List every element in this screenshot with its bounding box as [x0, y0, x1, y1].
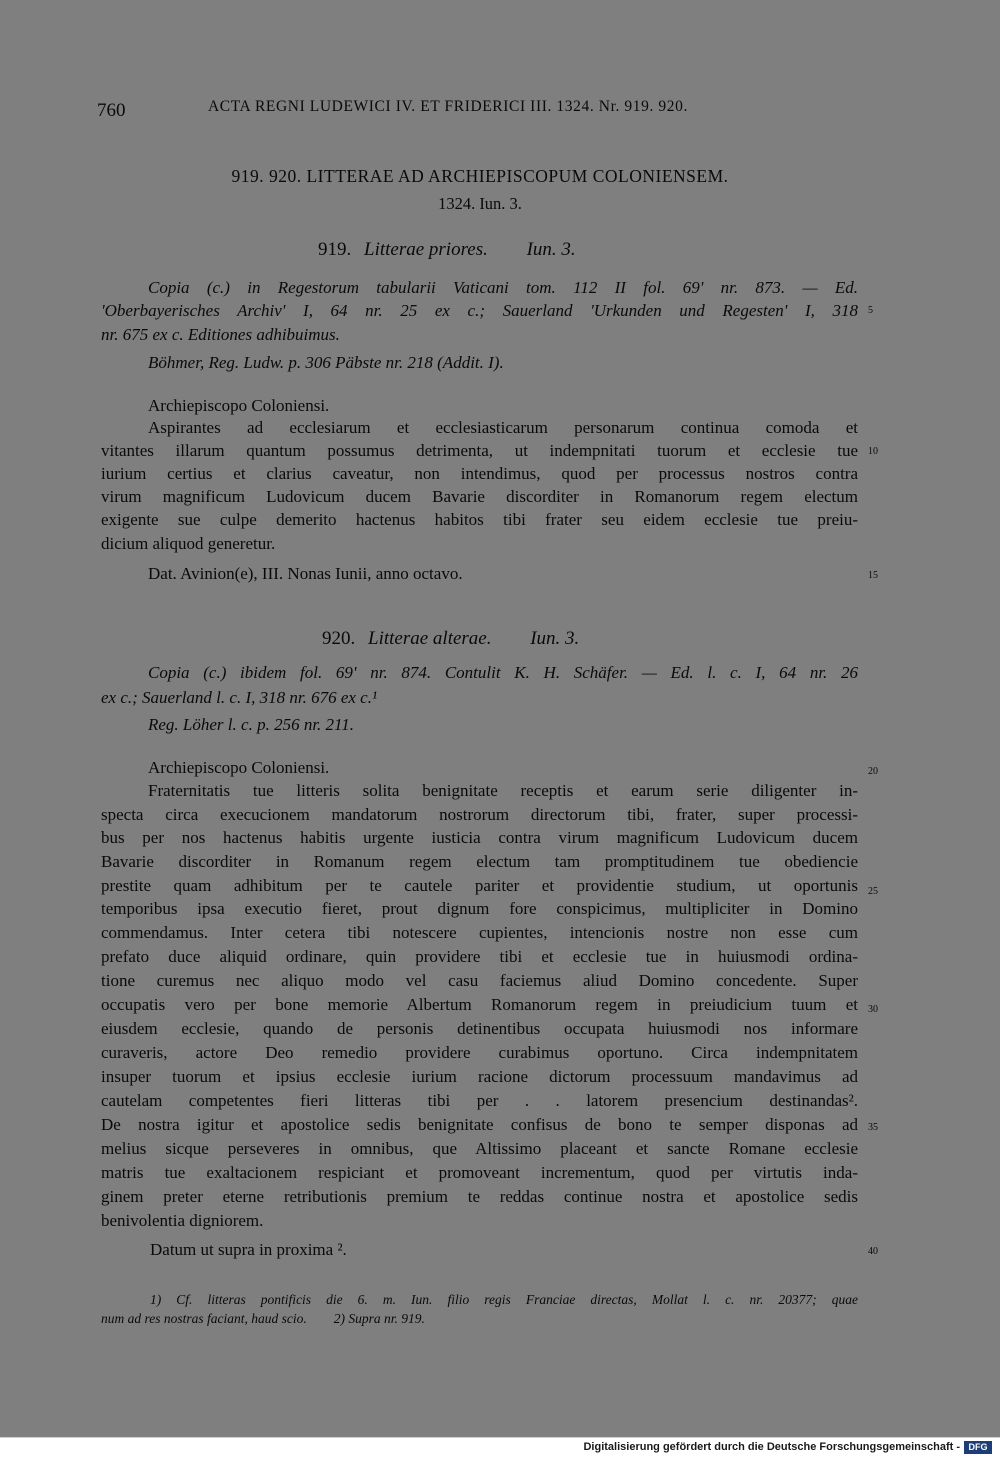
- doc919-date: Iun. 3.: [526, 239, 576, 260]
- doc920-date: Iun. 3.: [530, 628, 580, 649]
- margin-line-number: 35: [868, 1122, 878, 1133]
- doc920-body-line: melius sicque perseveres in omnibus, que Altissimo placeant et sancte Romane ecclesie: [101, 1139, 858, 1158]
- doc919-address: Archiepiscopo Coloniensi.: [148, 396, 330, 415]
- doc920-body-line: commendamus. Inter cetera tibi notescere cupientes, intencionis nostre non esse cum: [101, 923, 858, 942]
- doc920-body-line: matris tue exaltacionem respiciant et promoveant incrementum, quod per virtutis inda-: [101, 1163, 858, 1182]
- footnote-line: 1) Cf. litteras pontificis die 6. m. Iun. filio regis Franciae directas, Mollat l. c. nr. 20377; quae: [150, 1292, 858, 1307]
- doc920-body-line: benivolentia digniorem.: [101, 1211, 264, 1230]
- doc919-heading: [318, 239, 576, 261]
- doc920-address: Archiepiscopo Coloniensi.: [148, 758, 330, 777]
- running-title: ACTA REGNI LUDEWICI IV. ET FRIDERICI III. 1324. Nr. 919. 920.: [208, 98, 688, 115]
- doc919-dating: Dat. Avinion(e), III. Nonas Iunii, anno octavo.: [148, 564, 463, 583]
- doc920-body-line: temporibus ipsa executio fieret, prout dignum fore conspicimus, multipliciter in Domino: [101, 899, 858, 918]
- doc920-title: Litterae alterae.: [368, 628, 492, 649]
- footer-credit: Digitalisierung gefördert durch die Deutsche Forschungsgemeinschaft -: [583, 1441, 960, 1453]
- doc920-body-line: bus per nos hactenus habitis urgente iusticia contra virum magnificum Ludovicum ducem: [101, 828, 858, 847]
- doc920-body-line: prefato duce aliquid ordinare, quin providere tibi et ecclesie tue in huiusmodi ordina-: [101, 947, 858, 966]
- doc920-body-line: eiusdem ecclesie, quando de personis detinentibus occupata huiusmodi nos informare: [101, 1019, 858, 1038]
- doc919-number: 919.: [318, 239, 352, 260]
- doc920-apparatus-line: Copia (c.) ibidem fol. 69' nr. 874. Contulit K. H. Schäfer. — Ed. l. c. I, 64 nr. 26: [148, 663, 858, 682]
- doc920-body-line: prestite quam adhibitum per te cautele pariter et providentie studium, ut oportunis: [101, 876, 858, 895]
- doc920-body-line: cautelam competentes fieri litteras tibi per . . latorem presencium destinandas².: [101, 1091, 858, 1110]
- section-date: 1324. Iun. 3.: [438, 194, 522, 213]
- doc920-apparatus-line: ex c.; Sauerland l. c. I, 318 nr. 676 ex c.¹: [101, 688, 378, 707]
- doc919-apparatus-line: 'Oberbayerisches Archiv' I, 64 nr. 25 ex c.; Sauerland 'Urkunden und Regesten' I, 318: [101, 301, 858, 320]
- doc920-body-line: Fraternitatis tue litteris solita benignitate receptis et earum serie diligenter in-: [148, 781, 858, 800]
- footer-bar: [0, 1437, 1000, 1458]
- doc919-body-line: vitantes illarum quantum possumus detrimenta, ut indempnitati tuorum et ecclesie tue: [101, 441, 858, 460]
- doc919-regest: Böhmer, Reg. Ludw. p. 306 Päbste nr. 218 (Addit. I).: [148, 353, 504, 372]
- doc919-body-line: dicium aliquod generetur.: [101, 534, 276, 553]
- doc920-body-line: curaveris, actore Deo remedio providere curabimus oportuno. Circa indempnitatem: [101, 1043, 858, 1062]
- doc920-body-line: ginem preter eterne retributionis premium te reddas continue nostra et apostolice sedis: [101, 1187, 858, 1206]
- doc920-body-line: tione curemus nec aliquo modo vel casu faciemus aliud Domino concedente. Super: [101, 971, 858, 990]
- doc920-dating: Datum ut supra in proxima ².: [150, 1240, 347, 1259]
- doc919-apparatus-line: nr. 675 ex c. Editiones adhibuimus.: [101, 325, 340, 344]
- doc919-body-line: exigente sue culpe demerito hactenus habitos tibi frater seu eidem ecclesie tue preiu-: [101, 510, 858, 529]
- doc919-apparatus-line: Copia (c.) in Regestorum tabularii Vaticani tom. 112 II fol. 69' nr. 873. — Ed.: [148, 278, 858, 297]
- footnote-line: num ad res nostras faciant, haud scio. 2) Supra nr. 919.: [101, 1311, 425, 1326]
- margin-line-number: 25: [868, 886, 878, 897]
- margin-line-number: 5: [868, 305, 873, 316]
- doc919-body-line: virum magnificum Ludovicum ducem Bavarie discorditer in Romanorum regem electum: [101, 487, 858, 506]
- margin-line-number: 15: [868, 570, 878, 581]
- doc920-body-line: specta circa execucionem mandatorum nostrorum directorum tibi, frater, super processi-: [101, 805, 858, 824]
- doc919-body-line: iurium certius et clarius caveatur, non intendimus, quod per processus nostros contra: [101, 464, 858, 483]
- margin-line-number: 30: [868, 1004, 878, 1015]
- page-number: 760: [97, 100, 126, 121]
- doc920-body-line: De nostra igitur et apostolice sedis benignitate confisus de bono te semper disponas ad: [101, 1115, 858, 1134]
- section-title: 919. 920. LITTERAE AD ARCHIEPISCOPUM COLONIENSEM.: [231, 166, 729, 186]
- doc919-title: Litterae priores.: [364, 239, 488, 260]
- doc920-body-line: insuper tuorum et ipsius ecclesie iurium racione dictorum processuum mandavimus ad: [101, 1067, 858, 1086]
- doc920-number: 920.: [322, 628, 356, 649]
- dfg-logo: DFG: [964, 1441, 992, 1454]
- doc920-regest: Reg. Löher l. c. p. 256 nr. 211.: [148, 715, 355, 734]
- doc919-body-line: Aspirantes ad ecclesiarum et ecclesiasticarum personarum continua comoda et: [148, 418, 858, 437]
- margin-line-number: 40: [868, 1246, 878, 1257]
- margin-line-number: 20: [868, 766, 878, 777]
- doc920-heading: [322, 628, 579, 650]
- margin-line-number: 10: [868, 446, 878, 457]
- doc920-body-line: occupatis vero per bone memorie Albertum Romanorum regem in preiudicium tuum et: [101, 995, 858, 1014]
- doc920-body-line: Bavarie discorditer in Romanum regem electum tam promptitudinem tue obediencie: [101, 852, 858, 871]
